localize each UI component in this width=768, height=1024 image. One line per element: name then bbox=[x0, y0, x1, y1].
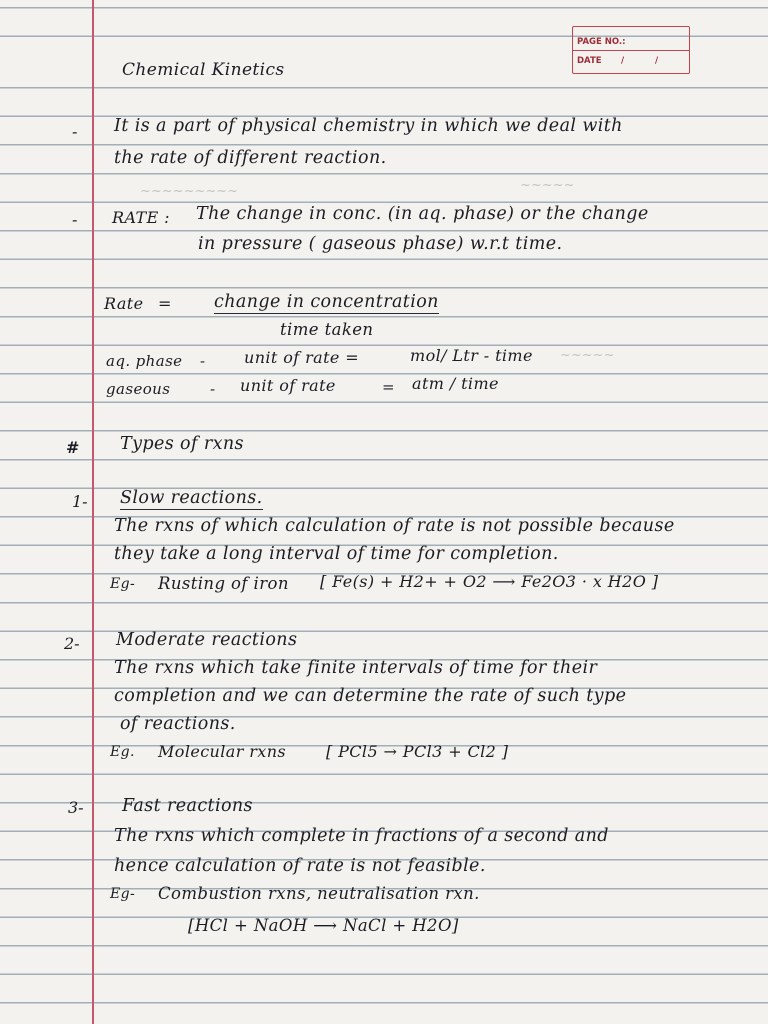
moderate-equation: [ PCl5 → PCl3 + Cl2 ] bbox=[326, 742, 509, 761]
section-number: 3- bbox=[68, 798, 84, 817]
fast-heading: Fast reactions bbox=[122, 796, 253, 816]
moderate-line-3: of reactions. bbox=[120, 714, 236, 734]
moderate-line-1: The rxns which take finite intervals of time for their bbox=[114, 658, 598, 678]
slow-line-2: they take a long interval of time for completion. bbox=[114, 544, 559, 564]
rate-definition-line-2: in pressure ( gaseous phase) w.r.t time. bbox=[198, 234, 563, 254]
rate-definition-line-1: The change in conc. (in aq. phase) or the change bbox=[196, 204, 649, 224]
slow-equation: [ Fe(s) + H2+ + O2 ⟶ Fe2O3 · x H2O ] bbox=[320, 572, 659, 591]
fast-eg-label: Eg- bbox=[110, 886, 136, 902]
page-date-stamp bbox=[572, 26, 690, 74]
bullet-marker: - bbox=[72, 122, 78, 141]
gaseous-phase-label: gaseous bbox=[106, 380, 171, 398]
fast-line-1: The rxns which complete in fractions of a second and bbox=[114, 826, 609, 846]
slow-line-1: The rxns of which calculation of rate is not possible because bbox=[114, 516, 675, 536]
aq-dash: - bbox=[200, 352, 206, 370]
page-title: Chemical Kinetics bbox=[122, 60, 285, 80]
date-separator: / bbox=[655, 56, 659, 66]
gaseous-dash: - bbox=[210, 380, 216, 398]
slow-example: Rusting of iron bbox=[158, 574, 289, 593]
gaseous-unit-label: unit of rate bbox=[240, 376, 336, 395]
aq-unit-value: mol/ Ltr - time bbox=[410, 346, 533, 365]
moderate-heading: Moderate reactions bbox=[116, 630, 298, 650]
section-number: 2- bbox=[64, 634, 80, 653]
bleed-through-text: ~~~~~ bbox=[520, 178, 575, 193]
gaseous-equals: = bbox=[382, 378, 395, 396]
fast-line-2: hence calculation of rate is not feasible. bbox=[114, 856, 486, 876]
bleed-through-text: ~~~~~~~~~ bbox=[140, 184, 239, 199]
formula-numerator: change in concentration bbox=[214, 292, 439, 312]
moderate-line-2: completion and we can determine the rate of such type bbox=[114, 686, 627, 706]
intro-line-2: the rate of different reaction. bbox=[114, 148, 387, 168]
gaseous-unit-value: atm / time bbox=[412, 374, 499, 393]
moderate-example: Molecular rxns bbox=[158, 742, 287, 761]
aq-phase-label: aq. phase bbox=[106, 352, 183, 370]
date-label: DATE bbox=[577, 56, 602, 66]
aq-unit-label: unit of rate = bbox=[244, 348, 360, 367]
margin-line bbox=[92, 0, 94, 1024]
fast-example: Combustion rxns, neutralisation rxn. bbox=[158, 884, 480, 903]
bleed-through-text: ~~~~~ bbox=[560, 348, 615, 363]
slow-eg-label: Eg- bbox=[110, 576, 136, 592]
slow-heading: Slow reactions. bbox=[120, 488, 263, 508]
bullet-marker: - bbox=[72, 210, 78, 229]
intro-line-1: It is a part of physical chemistry in which we deal with bbox=[114, 116, 623, 136]
types-heading: Types of rxns bbox=[120, 434, 244, 454]
formula-equals: = bbox=[158, 294, 172, 313]
stamp-divider bbox=[573, 50, 689, 51]
moderate-eg-label: Eg. bbox=[110, 744, 135, 760]
heading-marker: # bbox=[66, 438, 80, 457]
formula-lhs: Rate bbox=[104, 294, 144, 313]
section-number: 1- bbox=[72, 492, 88, 511]
fast-equation: [HCl + NaOH ⟶ NaCl + H2O] bbox=[188, 916, 459, 935]
page-no-label: PAGE NO.: bbox=[577, 37, 626, 47]
formula-denominator: time taken bbox=[280, 320, 374, 339]
rate-label: RATE : bbox=[112, 208, 170, 227]
date-separator: / bbox=[621, 56, 625, 66]
